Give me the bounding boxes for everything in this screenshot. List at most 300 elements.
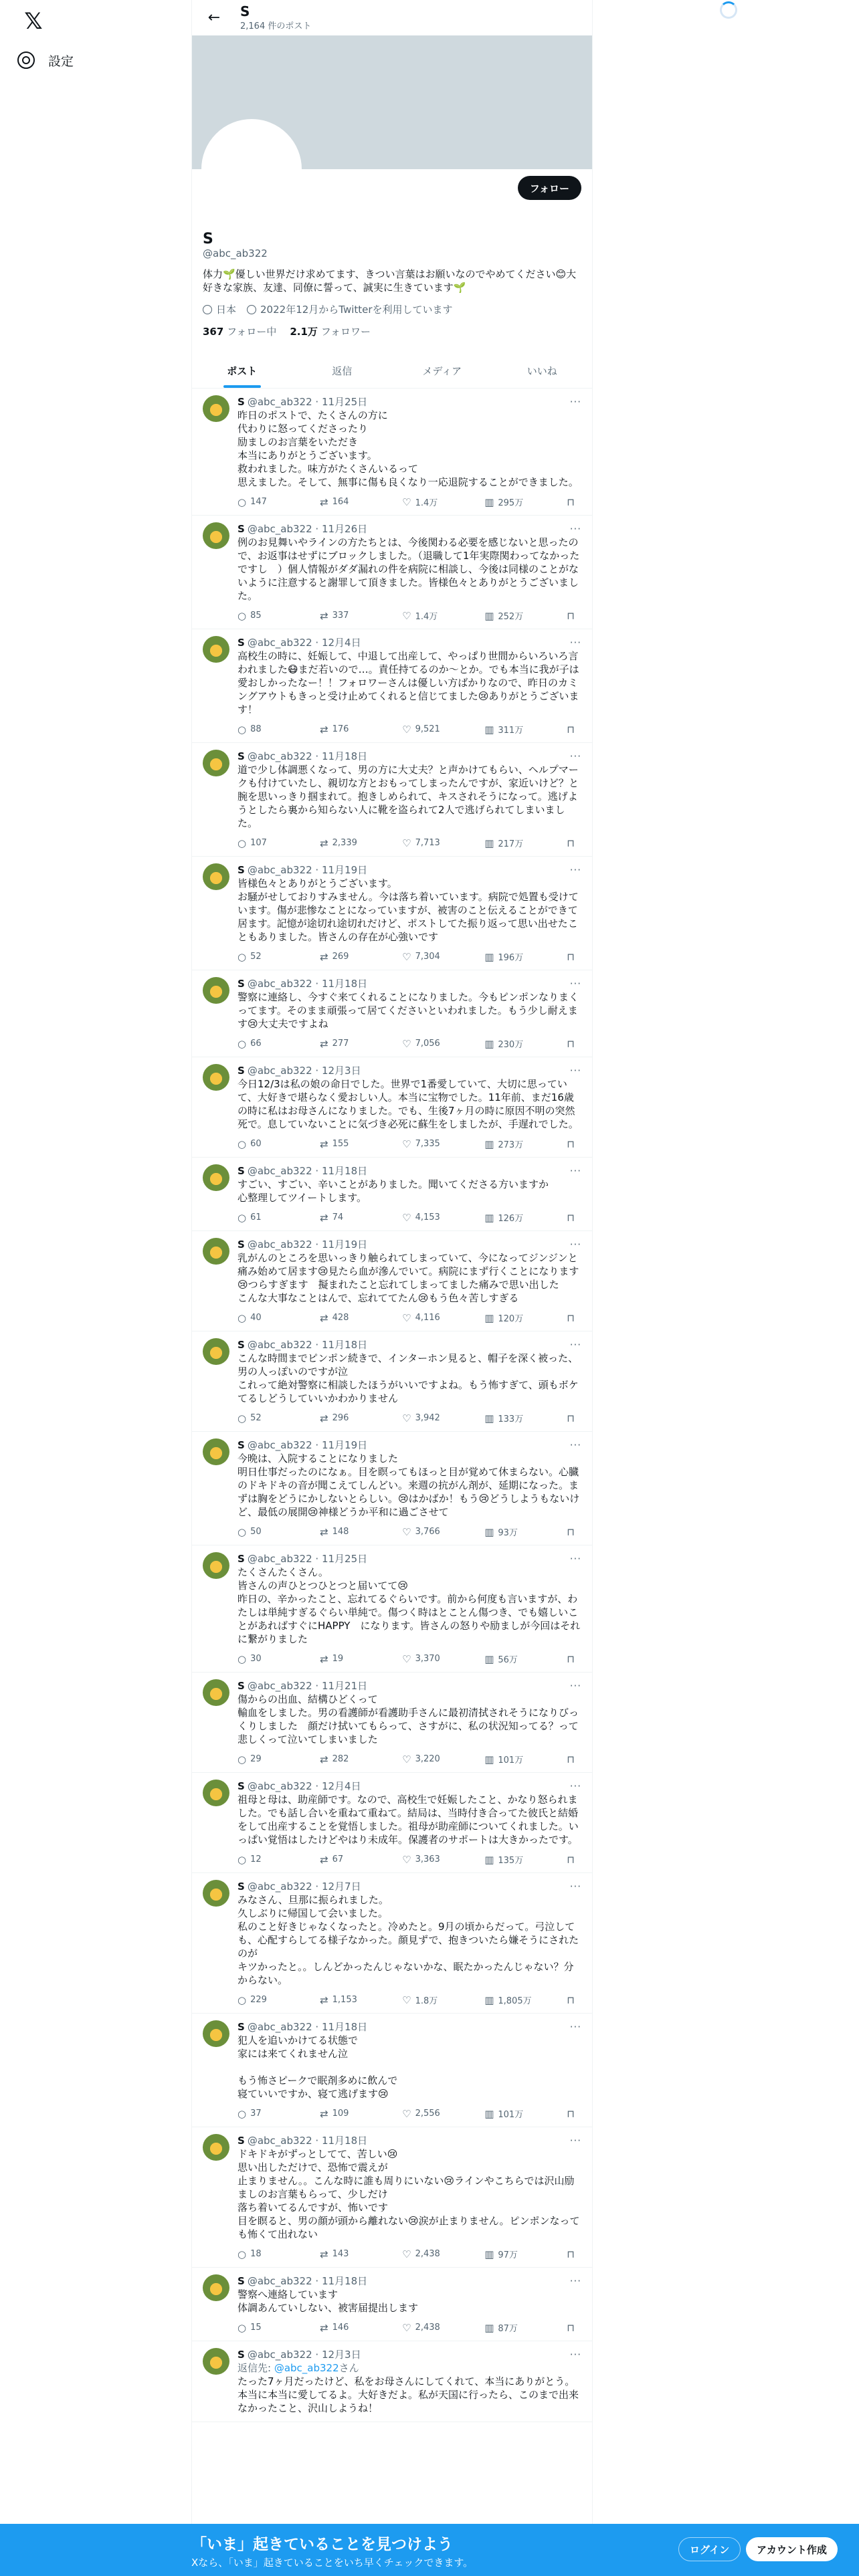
views-icon: ▥ bbox=[484, 496, 494, 508]
bookmark-button[interactable] bbox=[567, 496, 579, 508]
tweet-actions bbox=[237, 1652, 581, 1665]
tweet-author[interactable]: S bbox=[237, 1553, 245, 1565]
reply-button[interactable] bbox=[237, 1652, 291, 1665]
tweet-text: みなさん、旦那に振られました。 久しぶりに帰国して会いました。 私のこと好きじゃなくなったと。冷めたと。9月の頃からだって。弓泣しても、心配すらしてる様子なかった。顔見ずで、抱きついたら嫌そうにされたのが キツかったと。。しんどかったんじゃないかな、眠たかったんじゃない？分からない。 bbox=[237, 1894, 579, 1986]
tweet-avatar[interactable] bbox=[203, 1552, 229, 1579]
heart-icon: ♡ bbox=[402, 2107, 411, 2120]
tweet-avatar[interactable] bbox=[203, 1238, 229, 1265]
views-button[interactable] bbox=[484, 1211, 538, 1224]
views-button[interactable] bbox=[484, 2107, 538, 2120]
views-count: 217万 bbox=[498, 839, 524, 849]
views-icon: ▥ bbox=[484, 1211, 494, 1224]
tweet-handle[interactable]: @abc_ab322 bbox=[247, 1553, 312, 1565]
retweet-button[interactable] bbox=[320, 950, 373, 963]
more-icon[interactable]: ··· bbox=[569, 637, 581, 649]
tweet-avatar[interactable] bbox=[203, 522, 229, 549]
tweet-date[interactable]: 11月26日 bbox=[321, 523, 368, 535]
tweet-date[interactable]: 11月19日 bbox=[321, 864, 368, 876]
more-icon[interactable]: ··· bbox=[569, 1239, 581, 1251]
tweet-author[interactable]: S bbox=[237, 2021, 245, 2033]
tweet[interactable]: S @abc_ab322 · 12月4日 ··· 祖母と母は、助産師です。なので、高校生で妊娠したこと、かなり怒られました。でも話し合いを重ねて重ねて。結局は、当時付き合ってた彼氏と結婚をして出産することを覚悟しました。祖母が助産師についてくれました。いっぱい覚悟はしたけどやはり未成年。保護者のサポートは大きかったです。 ○ 12 ⇄ 67 ♡ 3,363 ▥ 135万 ⊓ bbox=[192, 1773, 592, 1873]
retweet-icon: ⇄ bbox=[320, 1994, 328, 2006]
tweet[interactable]: S @abc_ab322 · 11月18日 ··· ドキドキがずっとしてて、苦しい😢 思い出しただけで、恐怖で震えが 止まりません。。こんな時に誰も周りにいない😢ラインやこちらでは沢山励ましのお言葉もらって、少しだけ 落ち着いてるんですが、怖いです 目を瞑ると、男の顔が頭から離れない😢涙が止まりません。ピンポンなっても怖くて出れない ○ 18 ⇄ 143 ♡ 2,438 ▥ 97万 ⊓ bbox=[192, 2127, 592, 2268]
reply-mention[interactable]: @abc_ab322 bbox=[274, 2362, 339, 2374]
tweet-avatar[interactable] bbox=[203, 977, 229, 1004]
tweet[interactable]: S @abc_ab322 · 11月25日 ··· たくさんたくさん。 皆さんの声ひとつひとつと届いてて😢 昨日の、辛かったこと、忘れてるぐらいです。前から何度も言いますが、わたしは単純すぎるぐらい単純で。傷つく時はとことん傷つき、でも嬉しいことがあればすぐにHAPPY になります。皆さんの怒りや励ましが今回はそれに繋がりました ○ 30 ⇄ 19 ♡ 3,370 ▥ 56万 ⊓ bbox=[192, 1545, 592, 1673]
bookmark-icon: ⊓ bbox=[567, 1138, 575, 1150]
followers-link[interactable]: 2.1万 フォロワー bbox=[290, 326, 371, 338]
tweet[interactable]: S @abc_ab322 · 11月18日 ··· こんな時間までピンポン続きで、インターホン見ると、帽子を深く被った、男の人っぽいのですが泣 これって絶対警察に相談したほうがいいですよね。もう怖すぎて、頭もボケてるしどうしていいかわかりません ○ 52 ⇄ 296 ♡ 3,942 ▥ 133万 ⊓ bbox=[192, 1331, 592, 1432]
bookmark-button[interactable] bbox=[567, 2248, 579, 2260]
tweet-avatar[interactable] bbox=[203, 1679, 229, 1706]
tweet-handle[interactable]: @abc_ab322 bbox=[247, 523, 312, 535]
more-icon[interactable]: ··· bbox=[569, 2275, 581, 2287]
retweet-button[interactable] bbox=[320, 1853, 373, 1866]
like-button[interactable] bbox=[402, 1138, 456, 1150]
profile-name: S bbox=[203, 231, 213, 247]
retweet-icon: ⇄ bbox=[320, 2248, 328, 2260]
like-button[interactable] bbox=[402, 1994, 456, 2006]
reply-count: 52 bbox=[250, 952, 262, 962]
tweet[interactable]: S @abc_ab322 · 11月19日 ··· 皆様色々とありがとうございます。 お騒がせしておりすみません。今は落ち着いています。病院で処置も受けています。傷が悲惨なことになっていますが、被害のこと伝えることができて居ます。記憶が途切れ途切れだけど、ポストしてた振り返って思い出せたこともありました。皆さんの存在が心強いです ○ 52 ⇄ 269 ♡ 7,304 ▥ 196万 ⊓ bbox=[192, 857, 592, 970]
views-count: 120万 bbox=[498, 1314, 524, 1324]
bookmark-button[interactable] bbox=[567, 2321, 579, 2334]
tab-posts[interactable]: ポスト bbox=[192, 353, 292, 388]
tweet-handle[interactable]: @abc_ab322 bbox=[247, 2021, 312, 2033]
tab-likes[interactable]: いいね bbox=[527, 364, 557, 377]
tweet-avatar[interactable] bbox=[203, 1164, 229, 1191]
tweet-avatar[interactable] bbox=[203, 636, 229, 663]
tweet[interactable]: S @abc_ab322 · 12月3日 ··· 今日12/3は私の娘の命日でした。世界で1番愛していて、大切に思っていて、大好きで堪らなく愛おしい人。本当に宝物でした。11年前、まだ16歳の時に私はお母さんになりました。でも、生後7ヶ月の時に原因不明の突然死で。息していないことに気づき必死に蘇生をしましたが、手遅れでした。 ○ 60 ⇄ 155 ♡ 7,335 ▥ 273万 ⊓ bbox=[192, 1057, 592, 1158]
more-icon[interactable]: ··· bbox=[569, 1339, 581, 1351]
retweet-count: 269 bbox=[332, 952, 349, 962]
like-button[interactable] bbox=[402, 950, 456, 963]
views-icon: ▥ bbox=[484, 609, 494, 622]
reply-count: 61 bbox=[250, 1212, 262, 1222]
tab-media[interactable]: メディア bbox=[422, 364, 462, 377]
bookmark-button[interactable] bbox=[567, 1525, 579, 1538]
like-button[interactable] bbox=[402, 2248, 456, 2260]
more-icon[interactable]: ··· bbox=[569, 2021, 581, 2033]
like-button[interactable] bbox=[402, 496, 456, 508]
retweet-icon: ⇄ bbox=[320, 609, 328, 622]
reply-count: 29 bbox=[250, 1754, 262, 1764]
heart-icon: ♡ bbox=[402, 950, 411, 963]
bookmark-button[interactable] bbox=[567, 1753, 579, 1765]
retweet-button[interactable] bbox=[320, 1753, 373, 1765]
tweet-author[interactable]: S bbox=[237, 637, 245, 649]
tweet-text: 返信先: @abc_ab322さん たった7ヶ月だったけど、私をお母さんにしてくれて、本当にありがとう。本当に本当に愛してるよ。大好きだよ。私が天国に行ったら、このまで出来なかったこと、沢山しようね！ bbox=[237, 2362, 579, 2414]
reply-icon: ○ bbox=[237, 1037, 247, 1050]
tweet-handle[interactable]: @abc_ab322 bbox=[247, 1439, 312, 1451]
retweet-button[interactable] bbox=[320, 1994, 373, 2006]
tweet[interactable]: S @abc_ab322 · 11月18日 ··· 犯人を追いかけてる状態で 家には来てくれません泣 もう怖さピークで眠剤多めに飲んで 寝ていいですか、寝て逃げます😢 ○ 37 ⇄ 109 ♡ 2,556 ▥ 101万 ⊓ bbox=[192, 2014, 592, 2127]
views-button[interactable] bbox=[484, 1652, 538, 1665]
tweet-actions bbox=[237, 1138, 581, 1150]
heart-icon: ♡ bbox=[402, 1311, 411, 1324]
tweet-actions bbox=[237, 2248, 581, 2260]
views-button[interactable] bbox=[484, 837, 538, 849]
views-button[interactable] bbox=[484, 1753, 538, 1765]
more-icon[interactable]: ··· bbox=[569, 864, 581, 876]
login-button[interactable]: ログイン bbox=[678, 2537, 741, 2561]
retweet-button[interactable] bbox=[320, 2107, 373, 2120]
tweet[interactable]: S @abc_ab322 · 12月7日 ··· みなさん、旦那に振られました。 久しぶりに帰国して会いました。 私のこと好きじゃなくなったと。冷めたと。9月の頃からだって。弓泣しても、心配すらしてる様子なかった。顔見ずで、抱きついたら嫌そうにされたのが キツかったと。。しんどかったんじゃないかな、眠たかったんじゃない？分からない。 ○ 229 ⇄ 1,153 ♡ 1.8万 ▥ 1,805万 ⊓ bbox=[192, 1873, 592, 2014]
like-button[interactable] bbox=[402, 1037, 456, 1050]
tweet-avatar[interactable] bbox=[203, 1880, 229, 1907]
views-icon: ▥ bbox=[484, 1994, 494, 2006]
following-link[interactable]: 367 フォロー中 bbox=[203, 326, 277, 338]
views-button[interactable] bbox=[484, 723, 538, 736]
reply-button[interactable] bbox=[237, 1138, 291, 1150]
tweet-handle[interactable]: @abc_ab322 bbox=[247, 1165, 312, 1177]
retweet-button[interactable] bbox=[320, 2321, 373, 2334]
views-count: 295万 bbox=[498, 498, 524, 508]
tweet-avatar[interactable] bbox=[203, 1438, 229, 1465]
header-name: S bbox=[240, 3, 250, 19]
views-count: 311万 bbox=[498, 726, 524, 736]
tweet-handle[interactable]: @abc_ab322 bbox=[247, 2275, 312, 2287]
tweet-handle[interactable]: @abc_ab322 bbox=[247, 1239, 312, 1251]
retweet-button[interactable] bbox=[320, 837, 373, 849]
tab-replies[interactable]: 返信 bbox=[332, 364, 353, 377]
like-button[interactable] bbox=[402, 2107, 456, 2120]
tweet-avatar[interactable] bbox=[203, 2020, 229, 2047]
more-icon[interactable]: ··· bbox=[569, 1065, 581, 1077]
tweet-date[interactable]: 12月4日 bbox=[321, 637, 361, 649]
tweet-author[interactable]: S bbox=[237, 1239, 245, 1251]
retweet-icon: ⇄ bbox=[320, 2107, 328, 2120]
tweet-text: 高校生の時に、妊娠して、中退して出産して、やっぱり世間からいろいろ言われました😷まだ若いので…。責任持てるのか～とか。でも本当に我が子は愛おしかったなー！！フォロワーさんは優しい方ばかりなので、昨日のカミングアウトもきっと受け止めてくれると信じてました😢ありがとうございます！ bbox=[237, 650, 579, 716]
tweet-avatar[interactable] bbox=[203, 1064, 229, 1091]
retweet-count: 19 bbox=[332, 1654, 344, 1664]
views-count: 230万 bbox=[498, 1040, 524, 1050]
tweet-text: すごい、すごい、辛いことがありました。聞いてくださる方いますか 心整理してツイートします。 bbox=[237, 1178, 549, 1204]
tweet-author[interactable]: S bbox=[237, 1065, 245, 1077]
tweet[interactable]: S @abc_ab322 · 12月4日 ··· 高校生の時に、妊娠して、中退して出産して、やっぱり世間からいろいろ言われました😷まだ若いので…。責任持てるのか～とか。でも本当に我が子は愛おしかったなー！！フォロワーさんは優しい方ばかりなので、昨日のカミングアウトもきっと受け止めてくれると信じてました😢ありがとうございます！ ○ 88 ⇄ 176 ♡ 9,521 ▥ 311万 ⊓ bbox=[192, 629, 592, 743]
tweet-avatar[interactable] bbox=[203, 2274, 229, 2301]
tweet-date[interactable]: 11月25日 bbox=[321, 396, 368, 408]
profile-header bbox=[192, 0, 592, 35]
retweet-button[interactable] bbox=[320, 1211, 373, 1224]
tweet-author[interactable]: S bbox=[237, 1439, 245, 1451]
reply-button[interactable] bbox=[237, 2321, 291, 2334]
tweet-date[interactable]: 12月7日 bbox=[321, 1881, 361, 1893]
views-icon: ▥ bbox=[484, 1311, 494, 1324]
like-button[interactable] bbox=[402, 1753, 456, 1765]
like-button[interactable] bbox=[402, 1412, 456, 1424]
tweet-avatar[interactable] bbox=[203, 1780, 229, 1806]
tweet-author[interactable]: S bbox=[237, 750, 245, 762]
heart-icon: ♡ bbox=[402, 1412, 411, 1424]
like-button[interactable] bbox=[402, 2321, 456, 2334]
tweet[interactable]: S @abc_ab322 · 11月26日 ··· 例のお見舞いやラインの方たちとは、今後関わる必要を感じないと思ったので、お返事はせずにブロックしました。（退職して1年実際関わってなかったですし ）個人情報がダダ漏れの件を病院に相談し、今後は同様のことがないように注意すると謝罪して頂きました。皆様色々とありがとうございました。 ○ 85 ⇄ 337 ♡ 1.4万 ▥ 252万 ⊓ bbox=[192, 516, 592, 629]
tweet[interactable]: S @abc_ab322 · 12月3日 ··· 返信先: @abc_ab322さん たった7ヶ月だったけど、私をお母さんにしてくれて、本当にありがとう。本当に本当に愛してるよ。大好きだよ。私が天国に行ったら、このまで出来なかったこと、沢山しようね！ bbox=[192, 2341, 592, 2422]
tweet-author[interactable]: S bbox=[237, 1780, 245, 1792]
tweet[interactable]: S @abc_ab322 · 11月25日 ··· 昨日のポストで、たくさんの方に 代わりに怒ってくださったり 励ましのお言葉をいただき 本当にありがとうございます。 救われました。味方がたくさんいるって 思えました。そして、無事に傷も良くなり一応退院することができました。 ○ 147 ⇄ 164 ♡ 1.4万 ▥ 295万 ⊓ bbox=[192, 389, 592, 516]
bookmark-button[interactable] bbox=[567, 1311, 579, 1324]
reply-button[interactable] bbox=[237, 1753, 291, 1765]
retweet-icon: ⇄ bbox=[320, 1412, 328, 1424]
back-arrow-icon[interactable]: ← bbox=[207, 9, 221, 26]
views-button[interactable] bbox=[484, 1037, 538, 1050]
like-button[interactable] bbox=[402, 1525, 456, 1538]
settings-link[interactable] bbox=[17, 47, 74, 74]
retweet-icon: ⇄ bbox=[320, 1211, 328, 1224]
views-count: 133万 bbox=[498, 1414, 524, 1424]
profile-avatar[interactable] bbox=[201, 119, 302, 219]
bookmark-button[interactable] bbox=[567, 1853, 579, 1866]
tweet-date[interactable]: 11月25日 bbox=[321, 1553, 368, 1565]
tweet-date[interactable]: 11月19日 bbox=[321, 1239, 368, 1251]
more-icon[interactable]: ··· bbox=[569, 2135, 581, 2147]
more-icon[interactable]: ··· bbox=[569, 1553, 581, 1565]
retweet-button[interactable] bbox=[320, 2248, 373, 2260]
tweet-author[interactable]: S bbox=[237, 2275, 245, 2287]
like-button[interactable] bbox=[402, 1853, 456, 1866]
reply-icon: ○ bbox=[237, 1853, 247, 1866]
retweet-button[interactable] bbox=[320, 1652, 373, 1665]
tweet-handle[interactable]: @abc_ab322 bbox=[247, 2135, 312, 2147]
reply-button[interactable] bbox=[237, 950, 291, 963]
tweet-handle[interactable]: @abc_ab322 bbox=[247, 1881, 312, 1893]
retweet-button[interactable] bbox=[320, 723, 373, 736]
reply-button[interactable] bbox=[237, 1412, 291, 1424]
like-button[interactable] bbox=[402, 723, 456, 736]
tweet-author[interactable]: S bbox=[237, 396, 245, 408]
tweet-avatar[interactable] bbox=[203, 2134, 229, 2161]
banner-title: 「いま」起きていることを見つけよう bbox=[191, 2536, 453, 2553]
reply-icon: ○ bbox=[237, 1412, 247, 1424]
bookmark-icon: ⊓ bbox=[567, 1311, 575, 1324]
retweet-count: 337 bbox=[332, 611, 349, 621]
retweet-button[interactable] bbox=[320, 496, 373, 508]
tweet-handle[interactable]: @abc_ab322 bbox=[247, 864, 312, 876]
like-button[interactable] bbox=[402, 1211, 456, 1224]
reply-button[interactable] bbox=[237, 1994, 291, 2006]
retweet-button[interactable] bbox=[320, 1037, 373, 1050]
views-count: 1,805万 bbox=[498, 1996, 532, 2006]
tweet-avatar[interactable] bbox=[203, 1338, 229, 1365]
tweet-actions bbox=[237, 1211, 581, 1224]
reply-button[interactable] bbox=[237, 1525, 291, 1538]
tweet-date[interactable]: 11月18日 bbox=[321, 978, 368, 990]
tweet-handle[interactable]: @abc_ab322 bbox=[247, 750, 312, 762]
retweet-count: 277 bbox=[332, 1039, 349, 1049]
bookmark-icon: ⊓ bbox=[567, 1412, 575, 1424]
bookmark-button[interactable] bbox=[567, 837, 579, 849]
tweet-text: 道で少し体調悪くなって、男の方に大丈夫？と声かけてもらい、ヘルプマークも付けていたし、親切な方とおもってしまったんですが、家近いけど？と腕を思いっきり掴まれて。抱きしめられて、キスされそうになって。逃げようとしたら裏から知らない人に靴を盗られて2人で逃げられてしまいました。 bbox=[237, 764, 579, 829]
tweet-avatar[interactable] bbox=[203, 863, 229, 890]
tweet[interactable]: S @abc_ab322 · 11月18日 ··· 道で少し体調悪くなって、男の方に大丈夫？と声かけてもらい、ヘルプマークも付けていたし、親切な方とおもってしまったんですが、家近いけど？と腕を思いっきり掴まれて。抱きしめられて、キスされそうになって。逃げようとしたら裏から知らない人に靴を盗られて2人で逃げられてしまいました。 ○ 107 ⇄ 2,339 ♡ 7,713 ▥ 217万 ⊓ bbox=[192, 743, 592, 857]
tweet-actions bbox=[237, 1412, 581, 1424]
tweet[interactable]: S @abc_ab322 · 11月18日 ··· すごい、すごい、辛いことがありました。聞いてくださる方いますか 心整理してツイートします。 ○ 61 ⇄ 74 ♡ 4,153 ▥ 126万 ⊓ bbox=[192, 1158, 592, 1231]
bookmark-button[interactable] bbox=[567, 609, 579, 622]
follow-button[interactable]: フォロー bbox=[518, 176, 581, 200]
tweet-handle[interactable]: @abc_ab322 bbox=[247, 978, 312, 990]
bookmark-button[interactable] bbox=[567, 950, 579, 963]
tweet-author[interactable]: S bbox=[237, 864, 245, 876]
tweet-avatar[interactable] bbox=[203, 395, 229, 422]
like-button[interactable] bbox=[402, 1311, 456, 1324]
reply-icon: ○ bbox=[237, 2107, 247, 2120]
tweet[interactable]: S @abc_ab322 · 11月19日 ··· 乳がんのところを思いっきり触られてしまっていて、今になってジンジンと痛み始めて居ます😢見たら血が滲んでいて。病院にまず行くことになります😢つらすぎます 擬まれたこと忘れてしまってました痛みで思い出した こんな大事なことはんで、忘れててたん😢もう色々苦しすぎる ○ 40 ⇄ 428 ♡ 4,116 ▥ 120万 ⊓ bbox=[192, 1231, 592, 1331]
bookmark-button[interactable] bbox=[567, 1994, 579, 2006]
retweet-count: 282 bbox=[332, 1754, 349, 1764]
tweet-author[interactable]: S bbox=[237, 978, 245, 990]
like-count: 3,220 bbox=[415, 1754, 440, 1764]
tweet-actions bbox=[237, 1037, 581, 1050]
more-icon[interactable]: ··· bbox=[569, 2349, 581, 2361]
retweet-count: 176 bbox=[332, 724, 349, 734]
like-count: 1.4万 bbox=[415, 612, 438, 622]
bookmark-button[interactable] bbox=[567, 723, 579, 736]
more-icon[interactable]: ··· bbox=[569, 1780, 581, 1792]
more-icon[interactable]: ··· bbox=[569, 750, 581, 762]
like-button[interactable] bbox=[402, 1652, 456, 1665]
reply-icon: ○ bbox=[237, 723, 247, 736]
reply-button[interactable] bbox=[237, 2248, 291, 2260]
tweet-author[interactable]: S bbox=[237, 2135, 245, 2147]
tweet-text: たくさんたくさん。 皆さんの声ひとつひとつと届いてて😢 昨日の、辛かったこと、忘れてるぐらいです。前から何度も言いますが、わたしは単純すぎるぐらい単純で。傷つく時はとことん傷つき、でも嬉しいことがあればすぐにHAPPY になります。皆さんの怒りや励ましが今回はそれに繋がりました bbox=[237, 1566, 581, 1645]
tweet-date[interactable]: 11月18日 bbox=[321, 1339, 368, 1351]
heart-icon: ♡ bbox=[402, 723, 411, 736]
like-count: 3,363 bbox=[415, 1854, 440, 1864]
views-icon: ▥ bbox=[484, 950, 494, 963]
heart-icon: ♡ bbox=[402, 1994, 411, 2006]
reply-icon: ○ bbox=[237, 1994, 247, 2006]
bookmark-icon: ⊓ bbox=[567, 723, 575, 736]
like-count: 7,335 bbox=[415, 1139, 440, 1149]
views-button[interactable] bbox=[484, 1853, 538, 1866]
tweet-handle[interactable]: @abc_ab322 bbox=[247, 1680, 312, 1692]
more-icon[interactable]: ··· bbox=[569, 1881, 581, 1893]
reply-button[interactable] bbox=[237, 723, 291, 736]
reply-button[interactable] bbox=[237, 1311, 291, 1324]
bookmark-button[interactable] bbox=[567, 1211, 579, 1224]
reply-count: 66 bbox=[250, 1039, 262, 1049]
bookmark-button[interactable] bbox=[567, 1412, 579, 1424]
tweet-avatar[interactable] bbox=[203, 2348, 229, 2375]
reply-context: 返信先: @abc_ab322さん bbox=[237, 2362, 359, 2374]
tweet-handle[interactable]: @abc_ab322 bbox=[247, 1339, 312, 1351]
bookmark-button[interactable] bbox=[567, 2107, 579, 2120]
more-icon[interactable]: ··· bbox=[569, 1165, 581, 1177]
reply-button[interactable] bbox=[237, 1853, 291, 1866]
tweet-date[interactable]: 11月21日 bbox=[321, 1680, 368, 1692]
reply-icon: ○ bbox=[237, 609, 247, 622]
tweet-handle[interactable]: @abc_ab322 bbox=[247, 2349, 312, 2361]
tweet-date[interactable]: 11月18日 bbox=[321, 2135, 368, 2147]
like-button[interactable] bbox=[402, 837, 456, 849]
views-button[interactable] bbox=[484, 1311, 538, 1324]
tweet-date[interactable]: 12月3日 bbox=[321, 2349, 361, 2361]
x-logo-icon[interactable]: 𝕏 bbox=[24, 8, 43, 35]
tweet-handle[interactable]: @abc_ab322 bbox=[247, 1065, 312, 1077]
bookmark-button[interactable] bbox=[567, 1037, 579, 1050]
retweet-button[interactable] bbox=[320, 609, 373, 622]
views-count: 252万 bbox=[498, 612, 524, 622]
tweet-author[interactable]: S bbox=[237, 1881, 245, 1893]
tweet-date[interactable]: 11月18日 bbox=[321, 750, 368, 762]
retweet-icon: ⇄ bbox=[320, 950, 328, 963]
retweet-button[interactable] bbox=[320, 1412, 373, 1424]
views-button[interactable] bbox=[484, 2248, 538, 2260]
tweet-date[interactable]: 11月18日 bbox=[321, 2021, 368, 2033]
tweet[interactable]: S @abc_ab322 · 11月18日 ··· 警察へ連絡しています 体調あんていしない、被害届提出します ○ 15 ⇄ 146 ♡ 2,438 ▥ 87万 ⊓ bbox=[192, 2268, 592, 2341]
reply-button[interactable] bbox=[237, 837, 291, 849]
tweet-date[interactable]: 11月19日 bbox=[321, 1439, 368, 1451]
more-icon[interactable]: ··· bbox=[569, 978, 581, 990]
reply-button[interactable] bbox=[237, 1037, 291, 1050]
views-button[interactable] bbox=[484, 1412, 538, 1424]
tweet-text: こんな時間までピンポン続きで、インターホン見ると、帽子を深く被った、男の人っぽいのですが泣 これって絶対警察に相談したほうがいいですよね。もう怖すぎて、頭もボケてるしどうしていいかわかりません bbox=[237, 1352, 579, 1404]
tweet-handle[interactable]: @abc_ab322 bbox=[247, 637, 312, 649]
tweet-date[interactable]: 11月18日 bbox=[321, 1165, 368, 1177]
bookmark-icon: ⊓ bbox=[567, 1211, 575, 1224]
tweet-text: 今晩は、入院することになりました 明日仕事だったのになぁ。目を瞑ってもほっと目が覚めて休まらない。心臓のドキドキの音が聞こえてしんどい。来週の抗がん剤が、延期になった。まずは胸をどうにかしないとらしい。😢はかばか！もう😢どうしようもないけど、最低の展開😢神様どうか平和に過ごさせて bbox=[237, 1453, 580, 1518]
views-button[interactable] bbox=[484, 1525, 538, 1538]
retweet-button[interactable] bbox=[320, 1311, 373, 1324]
reply-button[interactable] bbox=[237, 609, 291, 622]
tweet-handle[interactable]: @abc_ab322 bbox=[247, 396, 312, 408]
reply-icon: ○ bbox=[237, 1652, 247, 1665]
retweet-count: 67 bbox=[332, 1854, 344, 1864]
reply-icon: ○ bbox=[237, 1753, 247, 1765]
tweet-avatar[interactable] bbox=[203, 750, 229, 776]
tweet-author[interactable]: S bbox=[237, 1165, 245, 1177]
tweet-author[interactable]: S bbox=[237, 1680, 245, 1692]
views-button[interactable] bbox=[484, 1138, 538, 1150]
profile-follow-counts bbox=[192, 316, 592, 338]
views-button[interactable] bbox=[484, 496, 538, 508]
reply-button[interactable] bbox=[237, 496, 291, 508]
tweet-author[interactable]: S bbox=[237, 523, 245, 535]
more-icon[interactable]: ··· bbox=[569, 1680, 581, 1692]
retweet-icon: ⇄ bbox=[320, 1652, 328, 1665]
more-icon[interactable]: ··· bbox=[569, 523, 581, 535]
reply-button[interactable] bbox=[237, 1211, 291, 1224]
signup-button[interactable]: アカウント作成 bbox=[746, 2537, 838, 2561]
views-button[interactable] bbox=[484, 609, 538, 622]
views-button[interactable] bbox=[484, 2321, 538, 2334]
tweet[interactable]: S @abc_ab322 · 11月21日 ··· 傷からの出血、結構ひどくって 輸血をしました。男の看護師が看護助手さんに最初清拭されそうになりびっくりしました 顔だけ拭いてもらって、さすがに、私の状況知ってる？って悲しくって泣いてしまいました ○ 29 ⇄ 282 ♡ 3,220 ▥ 101万 ⊓ bbox=[192, 1673, 592, 1773]
bookmark-icon: ⊓ bbox=[567, 1853, 575, 1866]
like-count: 4,116 bbox=[415, 1313, 440, 1323]
tweet-date[interactable]: 12月3日 bbox=[321, 1065, 361, 1077]
retweet-button[interactable] bbox=[320, 1525, 373, 1538]
views-button[interactable] bbox=[484, 1994, 538, 2006]
tweet[interactable]: S @abc_ab322 · 11月18日 ··· 警察に連絡し、今すぐ来てくれることになりました。今もピンポンなりまくってます。そのまま頑張って居てくださいといわれました。もう少し耐えます😢大丈夫ですよね ○ 66 ⇄ 277 ♡ 7,056 ▥ 230万 ⊓ bbox=[192, 970, 592, 1057]
like-button[interactable] bbox=[402, 609, 456, 622]
reply-button[interactable] bbox=[237, 2107, 291, 2120]
views-icon: ▥ bbox=[484, 2107, 494, 2120]
signup-banner bbox=[0, 2524, 859, 2576]
bookmark-button[interactable] bbox=[567, 1138, 579, 1150]
bookmark-button[interactable] bbox=[567, 1652, 579, 1665]
retweet-button[interactable] bbox=[320, 1138, 373, 1150]
tweet-handle[interactable]: @abc_ab322 bbox=[247, 1780, 312, 1792]
tweet-author[interactable]: S bbox=[237, 1339, 245, 1351]
views-button[interactable] bbox=[484, 950, 538, 963]
tweet-date[interactable]: 12月4日 bbox=[321, 1780, 361, 1792]
tweet[interactable]: S @abc_ab322 · 11月19日 ··· 今晩は、入院することになりました 明日仕事だったのになぁ。目を瞑ってもほっと目が覚めて休まらない。心臓のドキドキの音が聞こえてしんどい。来週の抗がん剤が、延期になった。まずは胸をどうにかしないとらしい。😢はかばか！もう😢どうしようもないけど、最低の展開😢神様どうか平和に過ごさせて ○ 50 ⇄ 148 ♡ 3,766 ▥ 93万 ⊓ bbox=[192, 1432, 592, 1545]
more-icon[interactable]: ··· bbox=[569, 396, 581, 408]
tweet-author[interactable]: S bbox=[237, 2349, 245, 2361]
tweet-date[interactable]: 11月18日 bbox=[321, 2275, 368, 2287]
tweet-actions bbox=[237, 2107, 581, 2120]
more-icon[interactable]: ··· bbox=[569, 1439, 581, 1451]
